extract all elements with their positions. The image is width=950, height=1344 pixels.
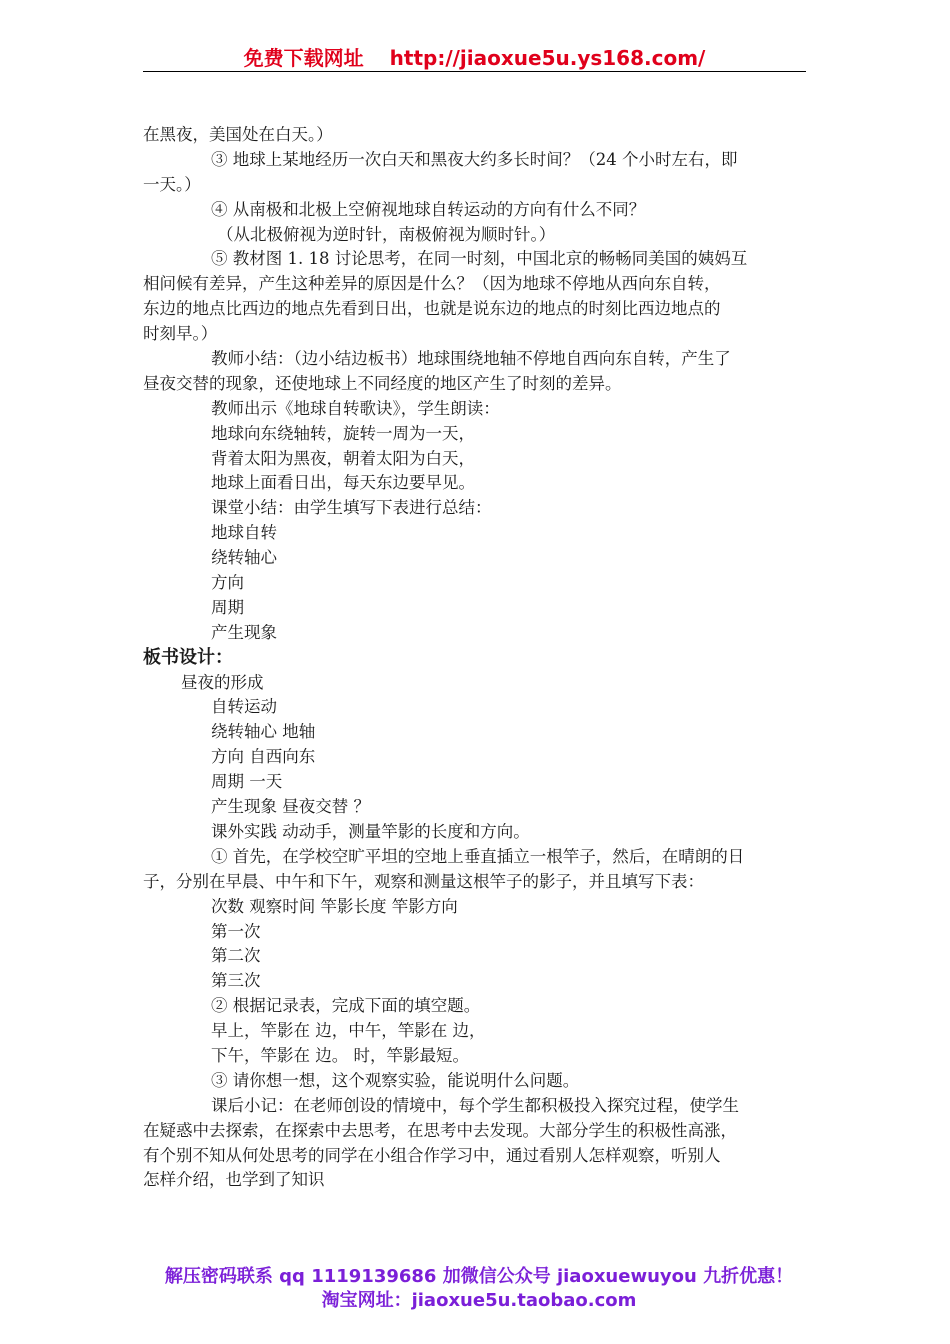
text-line: 地球向东绕轴转，旋转一周为一天，	[211, 423, 475, 443]
text-line: ⑤ 教材图 1. 18 讨论思考，在同一时刻，中国北京的畅畅同美国的姨妈互	[211, 249, 748, 269]
text-line: 第二次	[211, 946, 261, 966]
text-line: 周期	[211, 597, 244, 617]
section-heading: 板书设计：	[143, 646, 233, 668]
text-line: 在疑惑中去探索，在探索中去思考，在思考中去发现。大部分学生的积极性高涨，	[143, 1120, 737, 1140]
header-label: 免费下载网址	[243, 46, 364, 70]
text-line: 教师出示《地球自转歌诀》，学生朗读：	[211, 398, 500, 418]
text-line: 方向 自西向东	[211, 747, 316, 767]
text-line: 相问候有差异，产生这种差异的原因是什么？（因为地球不停地从西向东自转，	[143, 274, 721, 294]
text-line: 产生现象 昼夜交替 ？	[211, 797, 370, 817]
text-line: 昼夜的形成	[181, 672, 264, 692]
text-line: 教师小结：（边小结边板书）地球围绕地轴不停地自西向东自转，产生了	[211, 349, 731, 369]
text-line: 绕转轴心 地轴	[211, 722, 316, 742]
text-line: 东边的地点比西边的地点先看到日出，也就是说东边的地点的时刻比西边地点的	[143, 299, 721, 319]
document-body	[143, 123, 806, 1193]
text-line: 次数 观察时间 竿影长度 竿影方向	[211, 896, 458, 916]
text-line: 怎样介绍，也学到了知识	[143, 1170, 325, 1190]
text-line: 方向	[211, 573, 244, 593]
text-line: ③ 地球上某地经历一次白天和黑夜大约多长时间？（24 个小时左右，即	[211, 149, 738, 169]
text-line: 有个别不知从何处思考的同学在小组合作学习中，通过看别人怎样观察，听别人	[143, 1145, 721, 1165]
text-line: 昼夜交替的现象，还使地球上不同经度的地区产生了时刻的差异。	[143, 373, 622, 393]
text-line: 课堂小结：由学生填写下表进行总结：	[211, 498, 492, 518]
text-line: 第三次	[211, 971, 261, 991]
text-line: 周期 一天	[211, 772, 283, 792]
text-line: 子，分别在早晨、中午和下午，观察和测量这根竿子的影子，并且填写下表：	[143, 871, 704, 891]
text-line: 课外实践 动动手，测量竿影的长度和方向。	[211, 821, 530, 841]
text-line: （从北极俯视为逆时针，南极俯视为顺时针。）	[217, 224, 556, 244]
page-header	[143, 42, 806, 70]
text-line: 自转运动	[211, 697, 277, 717]
text-line: 地球自转	[211, 523, 277, 543]
footer-shop-link[interactable]: 淘宝网址：jiaoxue5u.taobao.com	[321, 1290, 637, 1311]
footer-contact: 解压密码联系 qq 1119139686 加微信公众号 jiaoxuewuyou 九折优惠！	[164, 1266, 794, 1287]
text-line: 早上，竿影在 边，中午，竿影在 边，	[211, 1021, 486, 1041]
text-line: 地球上面看日出，每天东边要早见。	[211, 473, 475, 493]
header-url[interactable]: http://jiaoxue5u.ys168.com/	[389, 46, 706, 70]
text-line: ③ 请你想一想，这个观察实验，能说明什么问题。	[211, 1070, 580, 1090]
text-line: 绕转轴心	[211, 548, 277, 568]
header-divider	[143, 71, 806, 72]
text-line: 第一次	[211, 921, 261, 941]
text-line: 背着太阳为黑夜，朝着太阳为白天，	[211, 448, 475, 468]
text-line: ① 首先，在学校空旷平坦的空地上垂直插立一根竿子，然后，在晴朗的日	[211, 846, 745, 866]
text-line: 下午，竿影在 边。 时，竿影最短。	[211, 1045, 469, 1065]
text-line: 产生现象	[211, 622, 277, 642]
text-line: 时刻早。）	[143, 324, 218, 344]
text-line: 一天。）	[143, 174, 201, 194]
text-line: 课后小记：在老师创设的情境中，每个学生都积极投入探究过程，使学生	[211, 1095, 739, 1115]
text-line: ④ 从南极和北极上空俯视地球自转运动的方向有什么不同？	[211, 199, 646, 219]
text-line: 在黑夜，美国处在白天。）	[143, 125, 333, 144]
text-line: ② 根据记录表，完成下面的填空题。	[211, 996, 481, 1016]
